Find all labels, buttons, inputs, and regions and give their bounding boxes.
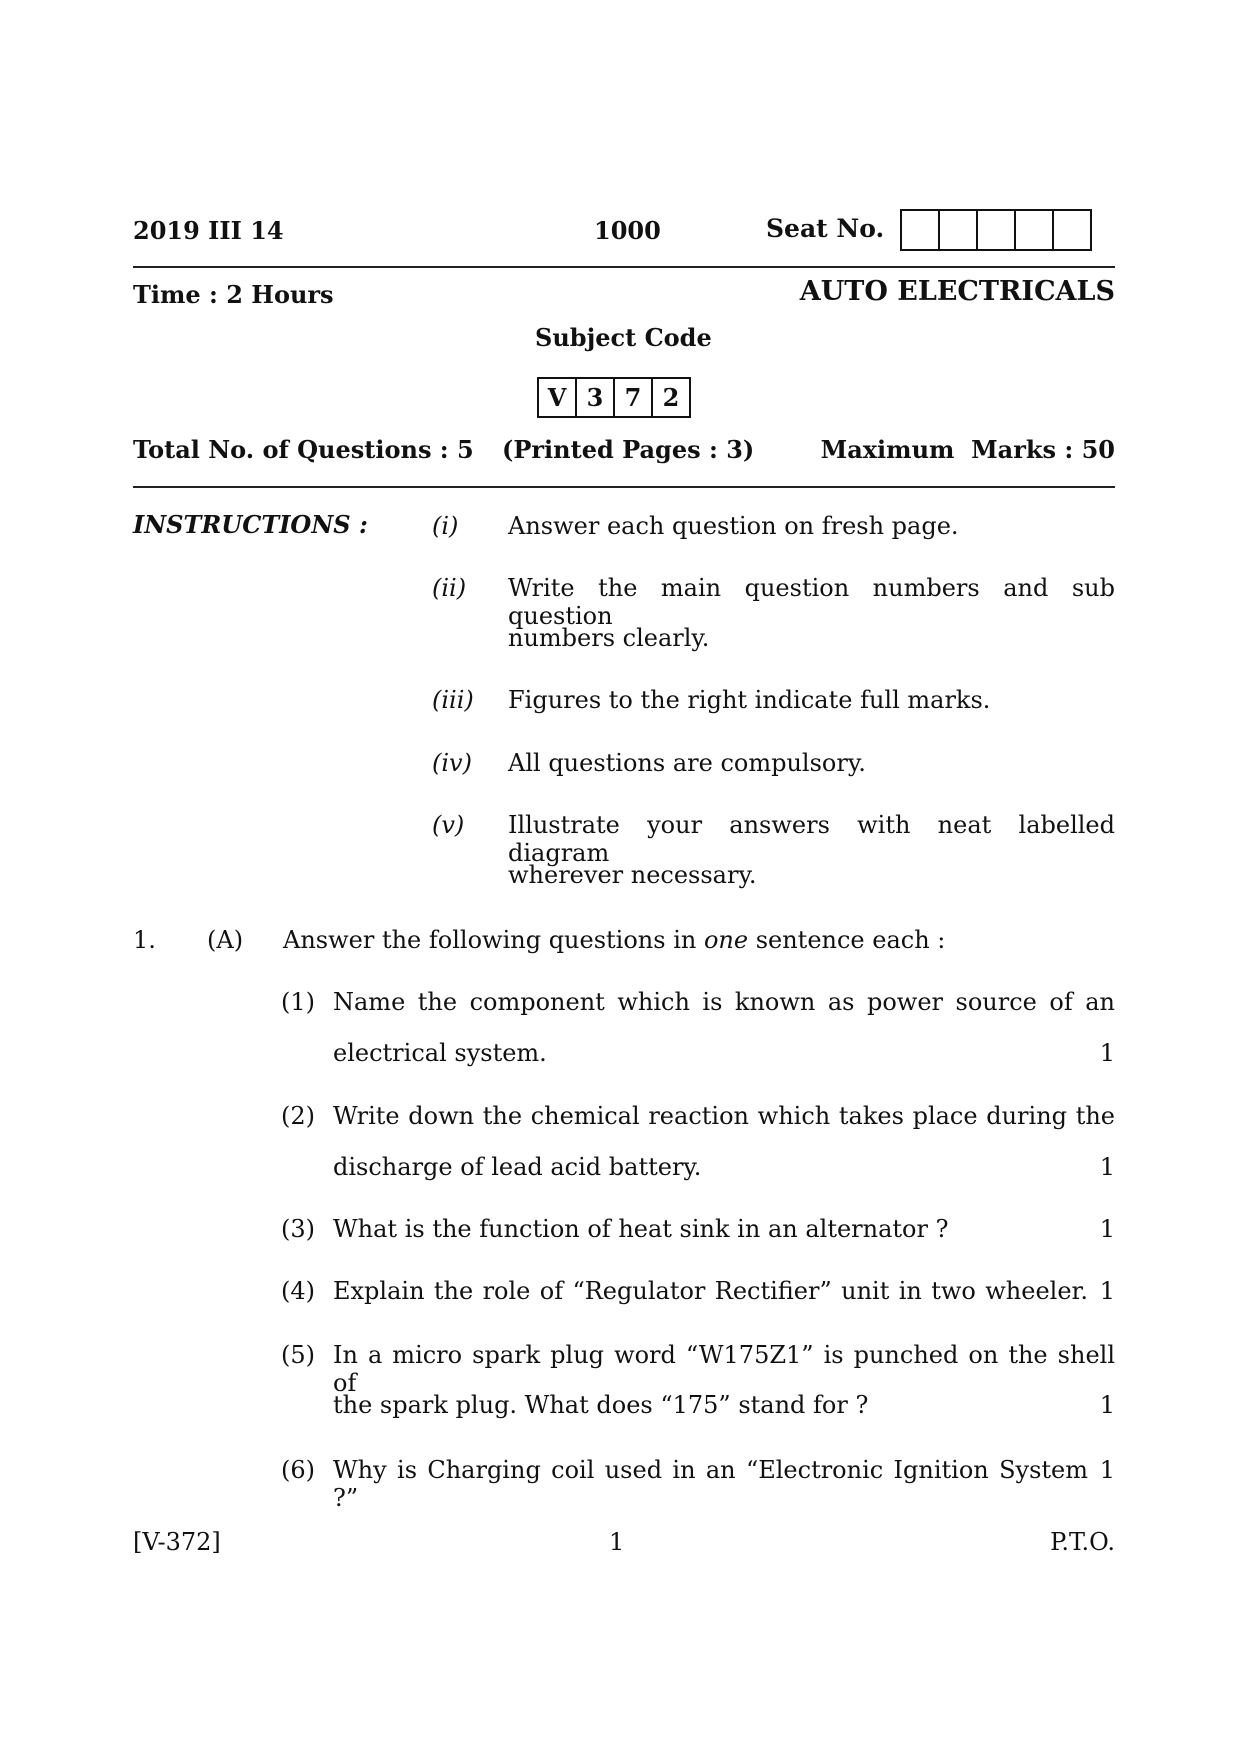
total-questions: Total No. of Questions : 5 bbox=[133, 435, 474, 464]
prompt-text: Answer the following questions in bbox=[283, 926, 704, 954]
sub-question-marks: 1 bbox=[1099, 1039, 1115, 1067]
sub-question-text-continued: the spark plug. What does “175” stand for ? bbox=[333, 1391, 869, 1419]
subject-code-char: 3 bbox=[575, 377, 615, 418]
prompt-emphasis: one bbox=[703, 926, 749, 954]
sub-question-text-continued: electrical system. bbox=[333, 1039, 547, 1067]
subject-code-boxes bbox=[539, 377, 691, 418]
instruction-number: (iv) bbox=[432, 749, 472, 777]
sub-question-text: In a micro spark plug word “W175Z1” is punched on the shell of bbox=[333, 1341, 1115, 1397]
sub-question-number: (2) bbox=[281, 1102, 315, 1130]
sub-question-number: (1) bbox=[281, 988, 315, 1016]
instructions-label: INSTRUCTIONS : bbox=[133, 510, 368, 539]
sub-question-text: Name the component which is known as power source of an bbox=[333, 988, 1115, 1016]
exam-code: 2019 III 14 bbox=[133, 216, 284, 245]
instruction-text: Illustrate your answers with neat labelled diagram bbox=[508, 811, 1115, 867]
please-turn-over: P.T.O. bbox=[1050, 1528, 1115, 1556]
seat-box[interactable] bbox=[900, 209, 940, 251]
sub-question-text: Explain the role of “Regulator Rectifier” unit in two wheeler. bbox=[333, 1277, 1088, 1305]
question-part: (A) bbox=[207, 926, 244, 954]
sub-question-number: (3) bbox=[281, 1215, 315, 1243]
subject-code-label: Subject Code bbox=[535, 323, 712, 352]
time-allowed: Time : 2 Hours bbox=[133, 280, 334, 309]
seat-label: Seat No. bbox=[766, 214, 885, 243]
sub-question-text: Why is Charging coil used in an “Electronic Ignition System ?” bbox=[333, 1456, 1088, 1512]
maximum-marks: Maximum Marks : 50 bbox=[820, 435, 1115, 464]
page-number: 1 bbox=[609, 1528, 625, 1556]
sub-question-text: Write down the chemical reaction which takes place during the bbox=[333, 1102, 1115, 1130]
seat-box[interactable] bbox=[1014, 209, 1054, 251]
seat-box[interactable] bbox=[976, 209, 1016, 251]
paper-code: [V-372] bbox=[133, 1528, 221, 1556]
instruction-number: (i) bbox=[432, 512, 459, 540]
sub-question-marks: 1 bbox=[1099, 1391, 1115, 1419]
prompt-text-end: sentence each : bbox=[748, 926, 946, 954]
instruction-number: (iii) bbox=[432, 686, 474, 714]
header-rule bbox=[133, 266, 1115, 268]
copies-count: 1000 bbox=[594, 216, 661, 245]
sub-question-text: What is the function of heat sink in an alternator ? bbox=[333, 1215, 949, 1243]
instruction-text: Figures to the right indicate full marks. bbox=[508, 686, 991, 714]
instruction-text-continued: wherever necessary. bbox=[508, 861, 757, 889]
sub-question-number: (6) bbox=[281, 1456, 315, 1484]
sub-question-marks: 1 bbox=[1099, 1277, 1115, 1305]
subject-code-char: V bbox=[537, 377, 577, 418]
sub-question-marks: 1 bbox=[1099, 1456, 1115, 1484]
instruction-text: All questions are compulsory. bbox=[508, 749, 866, 777]
instruction-text: Answer each question on fresh page. bbox=[508, 512, 959, 540]
printed-pages: (Printed Pages : 3) bbox=[502, 435, 755, 464]
instruction-text-continued: numbers clearly. bbox=[508, 624, 710, 652]
subject-code-char: 2 bbox=[651, 377, 691, 418]
sub-question-text-continued: discharge of lead acid battery. bbox=[333, 1153, 702, 1181]
subject-title: AUTO ELECTRICALS bbox=[799, 276, 1115, 307]
instruction-number: (v) bbox=[432, 811, 465, 839]
question-prompt bbox=[283, 926, 945, 954]
instruction-number: (ii) bbox=[432, 574, 467, 602]
instruction-text: Write the main question numbers and sub question bbox=[508, 574, 1115, 630]
seat-box[interactable] bbox=[1052, 209, 1092, 251]
question-number: 1. bbox=[133, 926, 156, 954]
sub-question-marks: 1 bbox=[1099, 1215, 1115, 1243]
sub-question-number: (4) bbox=[281, 1277, 315, 1305]
seat-number-boxes[interactable] bbox=[902, 209, 1092, 251]
seat-box[interactable] bbox=[938, 209, 978, 251]
sub-question-number: (5) bbox=[281, 1341, 315, 1369]
sub-question-marks: 1 bbox=[1099, 1153, 1115, 1181]
section-rule bbox=[133, 486, 1115, 488]
subject-code-char: 7 bbox=[613, 377, 653, 418]
